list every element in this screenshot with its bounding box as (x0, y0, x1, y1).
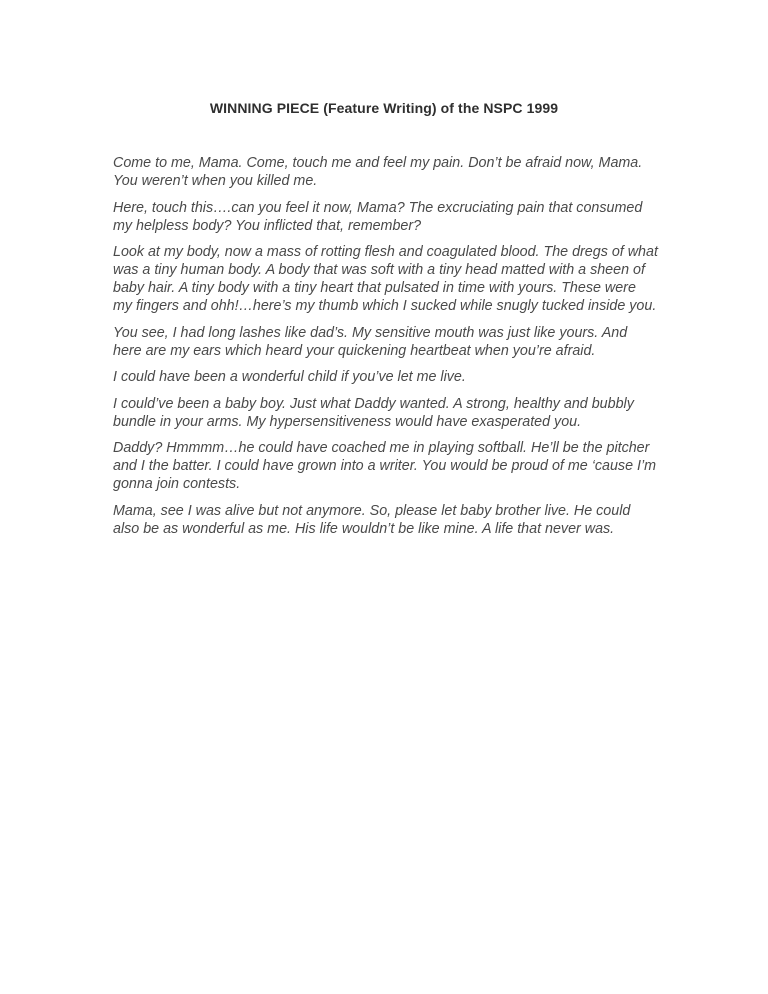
paragraph: Look at my body, now a mass of rotting flesh and coagulated blood. The dregs of what was a tiny human body. A body that was soft with a tiny head matted with a sheen of baby hair. A tiny body with a tiny heart that pulsated in time with yours. These were my fingers and ohh!…here’s my thumb which I sucked while snugly tucked inside you. (113, 244, 658, 314)
paragraph: Here, touch this….can you feel it now, Mama? The excruciating pain that consumed my helpless body? You inflicted that, remember? (113, 199, 643, 234)
document-title: WINNING PIECE (Feature Writing) of the NSPC 1999 (209, 100, 559, 116)
paragraph: Mama, see I was alive but not anymore. So, please let baby brother live. He could also be as wonderful as me. His life wouldn’t be like mine. A life that never was. (113, 502, 631, 537)
paragraph: Daddy? Hmmmm…he could have coached me in playing softball. He’ll be the pitcher and I the batter. I could have grown into a writer. You would be proud of me ‘cause I’m gonna join contests. (113, 440, 657, 492)
paragraph: Come to me, Mama. Come, touch me and feel my pain. Don’t be afraid now, Mama. You weren’t when you killed me. (113, 155, 643, 189)
document-body (113, 154, 658, 546)
paragraph: I could have been a wonderful child if you’ve let me live. (113, 369, 466, 385)
paragraph: You see, I had long lashes like dad’s. My sensitive mouth was just like yours. And here are my ears which heard your quickening heartbeat when you’re afraid. (113, 324, 628, 359)
paragraph: I could’ve been a baby boy. Just what Daddy wanted. A strong, healthy and bubbly bundle in your arms. My hypersensitiveness would have exasperated you. (113, 395, 634, 430)
